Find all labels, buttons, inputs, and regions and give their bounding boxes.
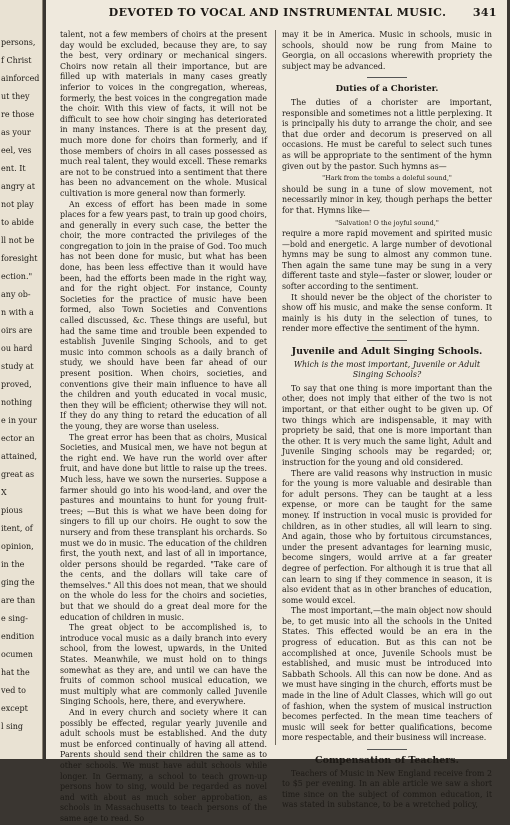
prev-page-line: are than (1, 596, 36, 605)
prev-page-line: ll not be (1, 236, 35, 245)
separator (367, 749, 407, 750)
left-column (60, 30, 267, 825)
prev-page-line: hat the (1, 668, 30, 677)
prev-page-line: persons, (1, 38, 36, 47)
paragraph: To say that one thing is more important than the other, does not imply that either of the two is not important, or that either ought to be given up. Of two things which are indispensable, it may with propriety be said, that one is more important than the other. It is very much the same light, Adult and Juvenile Singing schools may be regarded; or, instruction for the young and old considered. (282, 383, 492, 467)
section-heading-juvenile: Juvenile and Adult Singing Schools. (291, 346, 483, 358)
prev-page-line: f Christ (1, 56, 32, 65)
paragraph: There are valid reasons why instruction in music for the young is more valuable and desirable than for adult persons. They can be taught at a less expense, or more can be taught for the same money. If instruction in vocal music is provided for children, as in other studies, all will learn to sing. And again, those who by fortuitous circumstances, under the present advantages for learning music, become singers, would arrive at a far greater degree of perfection. For although it is true that all can learn to sing if they commence in season, it is also evident that as in other branches of education, some would excel. (282, 468, 492, 605)
prev-page-line: not play (1, 200, 34, 209)
prev-page-line: n with a (1, 308, 34, 317)
prev-page-line: except (1, 704, 28, 713)
prev-page-line: ut they (1, 92, 30, 101)
prev-page-line: any ob- (1, 290, 31, 299)
prev-page-line: attained, (1, 452, 38, 461)
prev-page-line: ection." (1, 272, 33, 281)
paragraph: The great error has been that as choirs, Musical Societies, and Musical men, we have not begun at the right end. We have run the world over after fruit, and have done but little to raise up the trees. Much less, have we sown the nurseries. Suppose a farmer should go into his wood-land, and over the pastures and mountains to hunt for young fruit-trees; —But this is what we have been doing for singers to fill up our choirs. He ought to sow the nursery and from these transplant his orchards. So must we do in music. The education of the children first, the youth next, and last of all in importance, older persons should be regarded. "Take care of the cents, and the dollars will take care of themselves." All this does not mean, that we should on the whole do less for the choirs and societies, but that we should do a great deal more for the education of children in music. (60, 432, 267, 622)
prev-page-line: ved to (1, 686, 26, 695)
paragraph: require a more rapid movement and spirited music—bold and energetic. A large number of devotional hymns may be sung to almost any common tune. Then again the same tune may be sung in a very different taste and style—faster or slower, louder or softer according to the sentiment. (282, 229, 492, 292)
prev-page-line: study at (1, 362, 34, 371)
prev-page-line: ocumen (1, 650, 33, 659)
prev-page-line: l sing (1, 722, 24, 731)
prev-page-line: as your (1, 128, 31, 137)
prev-page-line: opinion, (1, 542, 34, 551)
paragraph: talent, not a few members of choirs at the present day would be excluded, because they are, to say the best, very ordinary or mechanical singers. Choirs now retain all their importance, but are filled up with materials in many cases greatly inferior to voices in the congregation, whereas, formerly, the best voices in the congregation made the choir. With this view of facts, it will not be difficult to see how choir singing has deteriorated in many instances. There is at the present day, much more done for choirs than formerly, and if those members of choirs in all cases possessed as much real talent, they would excell. These remarks are not to be construed into a sentiment that there has been no advancement on the whole. Musical cultivation is more general now than formerly. (60, 30, 267, 198)
section-heading-compensation: Compensation of Teachers. (315, 755, 459, 766)
prev-page-line: proved, (1, 380, 32, 389)
page-number: 341 (472, 6, 497, 19)
hymn-quote: "Salvation! O the joyful sound," (335, 218, 439, 227)
prev-page-line: e in your (1, 416, 37, 425)
prev-page-line: nothing (1, 398, 33, 407)
prev-page-line: great as (1, 470, 35, 479)
prev-page-line: re those (1, 110, 35, 119)
hymn-quote: "Hark from the tombs a doleful sound," (322, 174, 452, 183)
paragraph: The most important,—the main object now should be, to get music into all the schools in the United States. This effected would be an era in the progress of education. But as this can not be accomplished at once, Juvenile Schools must be established, and music must be introduced into Sabbath Schools. All this can now be done. And as we must have singing in the church, efforts must be made in the line of Adult Classes, which will go out of fashion, when the system of musical instruction becomes perfected. In the mean time teachers of music will seek for better qualifications, become more respectable, and their business will increase. (282, 606, 492, 743)
prev-page-line: X (1, 488, 7, 497)
prev-page-line: angry at (1, 182, 35, 191)
prev-page-line: in the (1, 560, 25, 569)
prev-page-line: ou hard (1, 344, 33, 353)
prev-page-line: endition (1, 632, 35, 641)
right-column (282, 30, 492, 811)
page (46, 0, 507, 823)
paragraph: The duties of a chorister are important, responsible and sometimes not a little perplexing. It is principally his duty to arrange the choir, and see that due order and decorum is preserved on all occasions. He must be careful to select such tunes as will be appropriate to the sentiment of the hymn given out by the pastor. Such hymns as— (282, 97, 492, 171)
section-heading-duties: Duties of a Chorister. (335, 84, 439, 95)
separator (367, 340, 407, 341)
prev-page-line: itent, of (1, 524, 33, 533)
prev-page-line: pious (1, 506, 23, 515)
paragraph: It should never be the object of the chorister to show off his music, and make the sense conform. It mainly is his duty in the selection of tunes, to render more effective the sentiment of the hymn. (282, 292, 492, 334)
paragraph: may it be in America. Music in schools, music in schools, should now be rung from Maine to Georgia, on all occasions wherewith propriety the subject may be advanced. (282, 30, 492, 71)
prev-page-line: eel, ves (1, 146, 32, 155)
prev-page-line: ent. It (1, 164, 26, 173)
paragraph: Teachers of Music in New England receive from 2 to $5 per evening. In an able article we saw a short time since on the subject of common education, it was stated in substance, to be a wretched policy, (282, 768, 492, 810)
column-rule (275, 30, 276, 745)
prev-page-line: ging the (1, 578, 35, 587)
paragraph: And in every church and society where it can possibly be effected, regular yearly juvenile and adult schools must be established. And the duty must be enforced continually of having all attend. Parents should send their children the same as to other schools. We must have adult schools while longer. In Germany, a school to teach grown-up persons how to sing, would be regarded as novel and with about as much sober approbation, as schools in Massachusetts to teach persons of the same age to read. So (60, 708, 267, 823)
prev-page-line: e sing- (1, 614, 28, 623)
prev-page-line: foresight (1, 254, 38, 263)
paragraph: The great object to be accomplished is, to introduce vocal music as a daily branch into every school, from the lowest, upwards, in the United States. Meanwhile, we must hold on to things somewhat as they are, and until we can have the fruits of common school musical education, we must multiply what are commonly called Juvenile Singing Schools, here, there, and everywhere. (60, 623, 267, 707)
prev-page-line: ainforced (1, 74, 40, 83)
paragraph: should be sung in a tune of slow movement, not necessarily minor in key, though perhaps the better for that. Hymns like— (282, 184, 492, 215)
paragraph: An excess of effort has been made in some places for a few years past, to train up good choirs, and generally in every such case, the better the choir, the more contracted the privileges of the congregation to join in the praise of God. Too much has not been done for music, but what has been done, has been less effective than it would have been, had the efforts been made in the right way, and for the right object. For instance, County Societies for the practice of music have been formed, also Town Societies and Conventions called discussed, &c. These things are useful, but had the same time and trouble been expended to establish Juvenile Singing Schools, and to get music into common schools as a daily branch of study, we should have been far ahead of our present position. When choirs, societies, and conventions give their main influence to have all the children and youth educated in vocal music, then they will be efficient; otherwise they will not. If they do any thing to retard the education of all the young, they are worse than useless. (60, 199, 267, 431)
previous-page-edge (0, 0, 43, 759)
section-subheading: Which is the most important, Juvenile or Adult Singing Schools? (293, 359, 481, 380)
prev-page-line: ector an (1, 434, 35, 443)
prev-page-line: oirs are (1, 326, 33, 335)
header-title: DEVOTED TO VOCAL AND INSTRUMENTAL MUSIC. (108, 6, 447, 19)
prev-page-line: to abide (1, 218, 34, 227)
running-header (58, 6, 497, 22)
separator (367, 77, 407, 78)
